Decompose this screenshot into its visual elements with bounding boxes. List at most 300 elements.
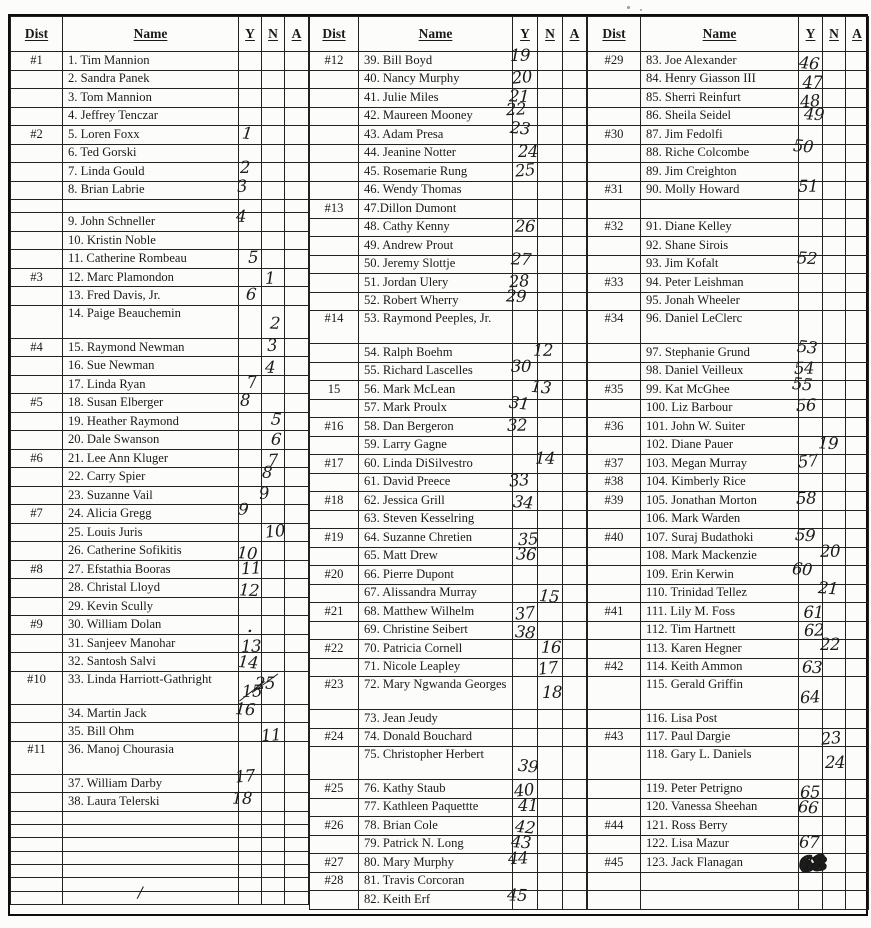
- member-row: [588, 311, 869, 344]
- dist-cell: [11, 741, 63, 774]
- a-cell: [846, 780, 869, 799]
- name-cell: [63, 213, 239, 232]
- district-number: #20: [324, 566, 344, 581]
- y-cell: [239, 338, 262, 357]
- y-cell: [513, 344, 538, 363]
- y-cell: [510, 356, 538, 381]
- y-cell: [799, 510, 823, 529]
- handwritten-tally-mark: 32: [506, 415, 528, 435]
- member-row: [11, 163, 309, 182]
- y-cell: [799, 473, 823, 492]
- y-cell: [239, 357, 262, 376]
- dist-cell: [11, 523, 63, 542]
- a-cell: [285, 181, 309, 200]
- y-cell: [795, 395, 823, 418]
- y-cell: [799, 584, 823, 603]
- n-cell: [823, 780, 846, 799]
- handwritten-tally-mark: 7: [245, 372, 258, 393]
- n-cell: [262, 560, 285, 579]
- n-cell: [262, 250, 285, 269]
- y-cell: [513, 455, 538, 474]
- handwritten-tally-mark: 48: [798, 90, 821, 112]
- member-row: [310, 835, 587, 854]
- name-cell: [359, 200, 513, 219]
- dist-cell: [588, 399, 641, 418]
- column-header-y: [239, 17, 262, 52]
- y-cell: [239, 200, 262, 213]
- member-row: [310, 399, 587, 418]
- handwritten-tally-mark: 20: [510, 66, 533, 88]
- n-cell: [538, 181, 563, 200]
- empty-row: [11, 200, 309, 213]
- name-cell: [359, 107, 513, 126]
- handwritten-tally-mark: 36: [515, 544, 537, 565]
- dist-cell: [588, 52, 641, 71]
- dist-cell: [310, 473, 359, 492]
- member-row: [11, 89, 309, 108]
- name-cell: [641, 344, 799, 363]
- member-row: [310, 418, 587, 437]
- member-row: [588, 126, 869, 145]
- member-name: 14. Paige Beauchemin: [68, 305, 181, 320]
- y-cell: [513, 640, 538, 659]
- member-name: 65. Matt Drew: [364, 548, 438, 563]
- member-name: 18. Susan Elberger: [68, 395, 164, 410]
- member-name: 35. Bill Ohm: [68, 724, 135, 739]
- y-cell: [239, 523, 262, 542]
- member-name: 85. Sherri Reinfurt: [646, 89, 741, 104]
- n-cell: [823, 621, 846, 640]
- name-cell: [63, 52, 239, 71]
- handwritten-tally-mark: 50: [791, 136, 814, 157]
- n-cell: [262, 231, 285, 250]
- handwritten-tally-mark: 18: [231, 788, 253, 808]
- name-cell: [359, 311, 513, 344]
- a-cell: [285, 878, 309, 891]
- dist-cell: [310, 218, 359, 237]
- n-cell: [262, 579, 285, 598]
- handwritten-tally-mark: 2: [240, 157, 250, 177]
- y-cell: [239, 52, 262, 71]
- member-row: [588, 603, 869, 622]
- a-cell: [563, 237, 587, 256]
- y-cell: [513, 677, 538, 710]
- scan-artifact: [627, 6, 630, 9]
- y-cell: [239, 811, 262, 824]
- y-cell: [239, 122, 262, 145]
- dist-cell: [310, 621, 359, 640]
- member-name: 58. Dan Bergeron: [364, 418, 454, 433]
- dist-cell: [11, 52, 63, 71]
- name-cell: [63, 431, 239, 450]
- district-number: #13: [324, 200, 344, 215]
- member-row: [310, 89, 587, 108]
- dist-cell: [588, 311, 641, 344]
- dist-cell: [588, 181, 641, 200]
- handwritten-tally-mark: 28: [508, 270, 530, 292]
- district-number: #32: [604, 219, 624, 234]
- handwritten-tally-mark: 39: [517, 755, 540, 777]
- member-name: 38. Laura Telerski: [68, 794, 160, 809]
- district-number: #44: [604, 817, 624, 832]
- a-cell: [563, 163, 587, 182]
- district-number: #4: [30, 339, 43, 354]
- member-name: 17. Linda Ryan: [68, 376, 146, 391]
- y-cell: [799, 311, 823, 344]
- a-cell: [563, 107, 587, 126]
- handwritten-tally-mark: 33: [508, 470, 530, 491]
- member-name: 20. Dale Swanson: [68, 432, 160, 447]
- member-row: [310, 362, 587, 381]
- n-cell: [823, 872, 846, 891]
- name-cell: [359, 566, 513, 585]
- n-cell: [823, 181, 846, 200]
- member-name: 32. Santosh Salvi: [68, 654, 156, 669]
- y-cell: [798, 852, 827, 877]
- dist-cell: [588, 872, 641, 891]
- n-cell: [538, 274, 563, 293]
- dist-cell: [588, 658, 641, 677]
- dist-cell: [588, 455, 641, 474]
- dist-cell: [588, 798, 641, 817]
- n-cell: [258, 483, 285, 505]
- district-number: #37: [604, 455, 624, 470]
- name-cell: [63, 250, 239, 269]
- district-number: #16: [324, 418, 344, 433]
- a-cell: [846, 891, 869, 910]
- y-cell: [508, 270, 538, 293]
- member-name: 105. Jonathan Morton: [646, 492, 757, 507]
- name-cell: [63, 268, 239, 287]
- dist-cell: [11, 375, 63, 394]
- member-name: 48. Cathy Kenny: [364, 219, 450, 234]
- dist-cell: [588, 510, 641, 529]
- member-row: [588, 728, 869, 747]
- dist-cell: [310, 381, 359, 400]
- n-cell: [261, 462, 285, 487]
- member-name: 8. Brian Labrie: [68, 182, 145, 197]
- n-cell: [262, 200, 285, 213]
- y-cell: [239, 741, 262, 774]
- n-cell: [538, 728, 563, 747]
- y-cell: [799, 163, 823, 182]
- name-cell: [359, 436, 513, 455]
- n-cell: [823, 344, 846, 363]
- member-row: [11, 126, 309, 145]
- n-cell: [538, 798, 563, 817]
- a-cell: [563, 566, 587, 585]
- n-cell: [262, 542, 285, 561]
- roll-call-table-left: [10, 16, 309, 905]
- dist-cell: [310, 492, 359, 511]
- member-name: 116. Lisa Post: [646, 710, 718, 725]
- member-name: 79. Patrick N. Long: [364, 836, 464, 851]
- y-cell: [790, 558, 823, 585]
- name-cell: [641, 237, 799, 256]
- a-cell: [846, 621, 869, 640]
- handwritten-tally-mark: 40: [512, 779, 535, 801]
- name-cell: [359, 344, 513, 363]
- a-cell: [285, 338, 309, 357]
- member-name: 69. Christine Seibert: [364, 622, 468, 637]
- a-cell: [846, 658, 869, 677]
- handwritten-tally-mark: 51: [797, 176, 818, 197]
- n-cell: [262, 107, 285, 126]
- n-cell: [262, 704, 285, 723]
- handwritten-tally-mark: 29: [505, 286, 527, 307]
- a-cell: [563, 891, 587, 910]
- district-number: #18: [324, 492, 344, 507]
- n-cell: [538, 677, 563, 710]
- member-row: [11, 431, 309, 450]
- n-cell: [532, 340, 563, 363]
- a-cell: [285, 579, 309, 598]
- a-cell: [285, 250, 309, 269]
- handwritten-tally-mark: 21: [508, 86, 530, 106]
- y-cell: [239, 825, 262, 838]
- member-row: [588, 710, 869, 729]
- dist-cell: [588, 640, 641, 659]
- dist-cell: [588, 436, 641, 455]
- member-name: 44. Jeanine Notter: [364, 145, 456, 160]
- a-cell: [563, 584, 587, 603]
- member-name: 91. Diane Kelley: [646, 219, 732, 234]
- member-row: [310, 529, 587, 548]
- member-row: [588, 835, 869, 854]
- a-cell: [846, 200, 869, 219]
- n-cell: [262, 357, 285, 376]
- name-cell: [359, 144, 513, 163]
- n-cell: [823, 529, 846, 548]
- dist-cell: [11, 305, 63, 338]
- member-row: [310, 292, 587, 311]
- column-header-a: [285, 17, 309, 52]
- y-cell: [513, 311, 538, 344]
- handwritten-tally-mark: 1: [241, 122, 254, 143]
- y-cell: [239, 144, 262, 163]
- a-cell: [285, 268, 309, 287]
- a-cell: [846, 584, 869, 603]
- n-cell: [823, 311, 846, 344]
- member-row: [11, 616, 309, 635]
- y-cell: [239, 107, 262, 126]
- handwritten-tally-mark: 14: [534, 448, 556, 468]
- a-cell: [563, 835, 587, 854]
- name-cell: [63, 671, 239, 704]
- dist-cell: [310, 200, 359, 219]
- header-row: [310, 17, 587, 52]
- member-name: 92. Shane Sirois: [646, 237, 729, 252]
- member-row: [588, 218, 869, 237]
- name-cell: [359, 89, 513, 108]
- a-cell: [846, 436, 869, 455]
- roll-call-table-grid: [8, 14, 868, 916]
- column-header-name: [63, 17, 239, 52]
- name-cell: [63, 878, 239, 891]
- n-cell: [823, 218, 846, 237]
- y-cell: [513, 529, 538, 548]
- handwritten-tally-mark: 2: [269, 313, 281, 334]
- district-number: #10: [27, 671, 46, 686]
- member-name: 11. Catherine Rombeau: [68, 251, 187, 266]
- handwritten-tally-mark: 23: [509, 117, 531, 139]
- a-cell: [846, 747, 869, 780]
- n-cell: [262, 838, 285, 851]
- member-name: 7. Linda Gould: [68, 163, 145, 178]
- dist-cell: [11, 560, 63, 579]
- a-cell: [285, 375, 309, 394]
- member-name: 10. Kristin Noble: [68, 232, 156, 247]
- a-cell: [285, 52, 309, 71]
- a-cell: [846, 872, 869, 891]
- name-cell: [63, 89, 239, 108]
- member-name: 36. Manoj Chourasia: [68, 741, 174, 756]
- member-name: 39. Bill Boyd: [364, 52, 433, 67]
- district-number: #26: [324, 817, 344, 832]
- name-cell: [63, 449, 239, 468]
- dist-cell: [11, 671, 63, 704]
- member-name: 86. Sheila Seidel: [646, 108, 731, 123]
- name-cell: [359, 52, 513, 71]
- n-cell: [823, 52, 846, 71]
- member-name: 24. Alicia Gregg: [68, 506, 152, 521]
- n-cell: [823, 603, 846, 622]
- name-cell: [641, 455, 799, 474]
- member-name: 6. Ted Gorski: [68, 145, 137, 160]
- name-cell: [641, 658, 799, 677]
- member-row: [11, 250, 309, 269]
- n-cell: [823, 200, 846, 219]
- n-cell: [262, 375, 285, 394]
- dist-cell: [11, 723, 63, 742]
- name-cell: [641, 144, 799, 163]
- dist-cell: [11, 505, 63, 524]
- handwritten-tally-mark: 38: [514, 622, 536, 643]
- n-cell: [817, 433, 846, 455]
- y-cell: [235, 206, 262, 232]
- district-number: #35: [604, 381, 624, 396]
- handwritten-tally-mark: 21: [817, 578, 839, 599]
- district-number: #39: [604, 492, 624, 507]
- y-cell: [239, 878, 262, 891]
- column-header-a: [563, 17, 587, 52]
- member-name: 103. Megan Murray: [646, 455, 748, 470]
- y-cell: [239, 486, 262, 505]
- handwritten-tally-mark: 22: [505, 99, 527, 120]
- member-name: 23. Suzanne Vail: [68, 487, 153, 502]
- a-cell: [285, 231, 309, 250]
- name-cell: [641, 418, 799, 437]
- handwritten-tally-mark: 23: [819, 727, 842, 749]
- n-cell: [538, 710, 563, 729]
- n-cell: [819, 541, 846, 566]
- dist-cell: [11, 579, 63, 598]
- n-cell: [823, 399, 846, 418]
- dist-cell: [11, 163, 63, 182]
- a-cell: [563, 274, 587, 293]
- handwritten-tally-mark: 61: [803, 602, 824, 622]
- dist-cell: [11, 597, 63, 616]
- y-cell: [513, 544, 538, 566]
- n-cell: [255, 671, 285, 704]
- member-row: [588, 70, 869, 89]
- district-number: #34: [604, 311, 624, 325]
- dist-cell: [11, 268, 63, 287]
- column-header-a: [846, 17, 869, 52]
- handwritten-tally-mark: 62: [803, 620, 824, 641]
- y-cell: [237, 499, 262, 524]
- member-name: 70. Patricia Cornell: [364, 640, 463, 655]
- member-row: [588, 107, 869, 126]
- name-cell: [641, 163, 799, 182]
- y-cell: [513, 584, 538, 603]
- a-cell: [563, 798, 587, 817]
- y-cell: [513, 237, 538, 256]
- district-number: #45: [604, 854, 624, 869]
- member-row: [588, 677, 869, 710]
- handwritten-tally-mark: 47: [802, 72, 823, 92]
- name-cell: [63, 375, 239, 394]
- name-cell: [641, 529, 799, 548]
- name-cell: [641, 640, 799, 659]
- handwritten-tally-mark: 68: [798, 852, 827, 877]
- dist-cell: [310, 798, 359, 817]
- dist-cell: [310, 835, 359, 854]
- handwritten-tally-mark: 56: [795, 395, 816, 416]
- y-cell: [799, 292, 823, 311]
- y-cell: [505, 286, 538, 311]
- member-name: 89. Jim Creighton: [646, 163, 737, 178]
- n-cell: [538, 311, 563, 344]
- n-cell: [817, 578, 846, 603]
- a-cell: [846, 492, 869, 511]
- district-number: #38: [604, 474, 624, 489]
- member-name: 110. Trinidad Tellez: [646, 585, 747, 600]
- name-cell: [359, 658, 513, 677]
- dist-cell: [310, 658, 359, 677]
- member-name: 67. Alissandra Murray: [364, 585, 477, 600]
- member-name: 62. Jessica Grill: [364, 492, 445, 507]
- dist-cell: [588, 547, 641, 566]
- dist-cell: [310, 780, 359, 799]
- n-cell: [262, 431, 285, 450]
- dist-cell: [310, 362, 359, 381]
- n-cell: [262, 793, 285, 812]
- name-cell: [359, 780, 513, 799]
- name-cell: [359, 274, 513, 293]
- member-name: 37. William Darby: [68, 775, 163, 790]
- member-row: [310, 455, 587, 474]
- n-cell: [823, 891, 846, 910]
- column-header-name: [359, 17, 513, 52]
- a-cell: [285, 126, 309, 145]
- n-cell: [262, 163, 285, 182]
- n-cell: [823, 835, 846, 854]
- y-cell: [239, 653, 262, 672]
- y-cell: [799, 603, 823, 622]
- column-header-label: N: [829, 25, 839, 41]
- n-cell: [823, 473, 846, 492]
- member-row: [310, 566, 587, 585]
- y-cell: [513, 603, 538, 622]
- table-section-left: [10, 16, 309, 914]
- member-name: 73. Jean Jeudy: [364, 710, 438, 725]
- a-cell: [563, 872, 587, 891]
- y-cell: [239, 851, 262, 864]
- handwritten-tally-mark: 4: [264, 357, 276, 377]
- y-cell: [239, 157, 262, 182]
- name-cell: [641, 52, 799, 71]
